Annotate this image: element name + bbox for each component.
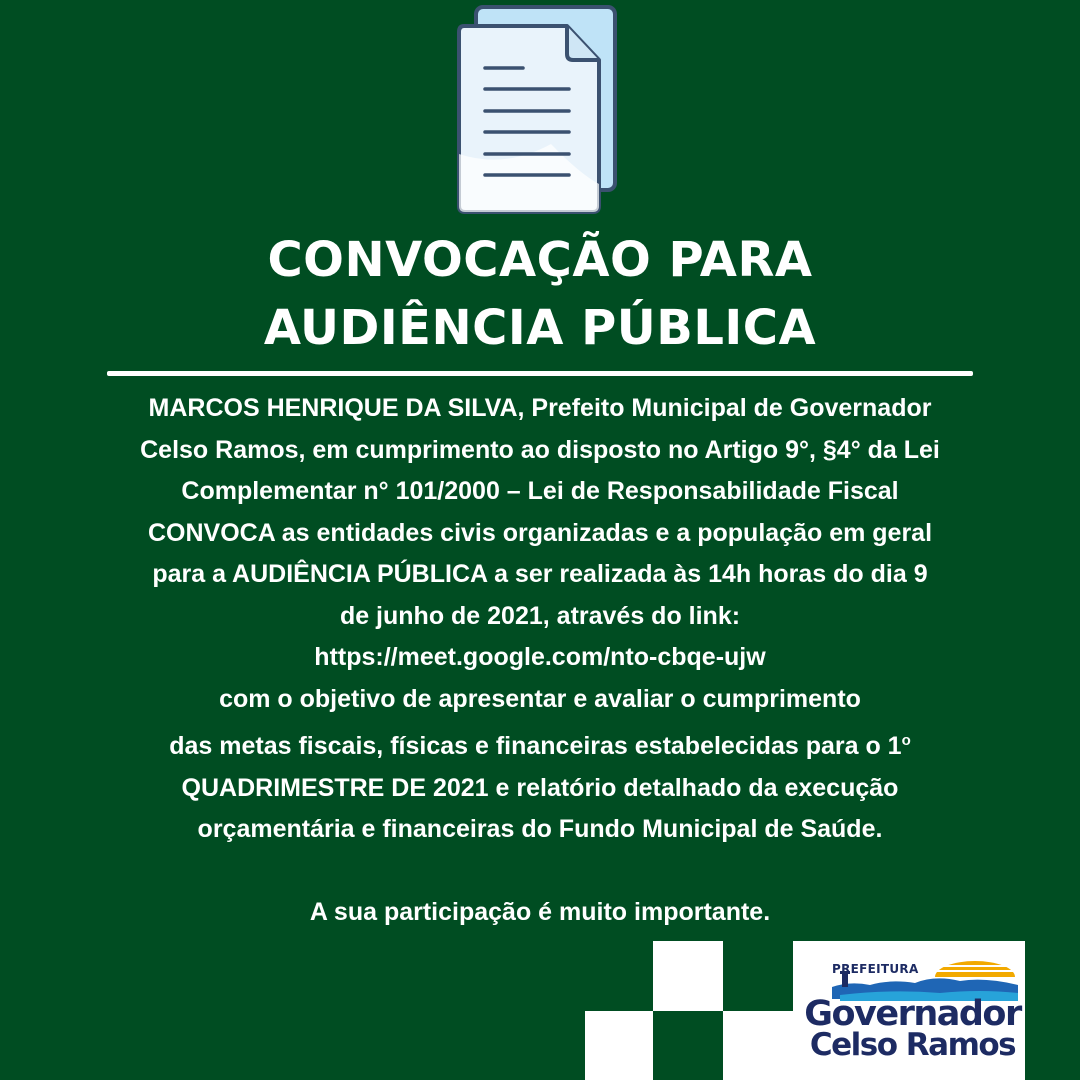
checker-square bbox=[723, 1011, 793, 1080]
body-line bbox=[20, 720, 1060, 768]
document-icon bbox=[455, 4, 620, 216]
body-line: com o objetivo de apresentar e avaliar o cumprimento bbox=[219, 684, 861, 713]
closing-message: A sua participação é muito importante. bbox=[309, 898, 771, 926]
ordinal-indicator: o bbox=[901, 732, 911, 749]
body-line: Celso Ramos, em cumprimento ao disposto no Artigo 9°, §4° da Lei bbox=[140, 435, 940, 464]
body-line: para a AUDIÊNCIA PÚBLICA a ser realizada às 14h horas do dia 9 bbox=[152, 560, 928, 588]
page-title bbox=[0, 226, 1080, 362]
body-line: orçamentária e financeiras do Fundo Municipal de Saúde. bbox=[197, 815, 883, 843]
meeting-link[interactable]: https://meet.google.com/nto-cbqe-ujw bbox=[314, 643, 766, 671]
title-line-2: AUDIÊNCIA PÚBLICA bbox=[263, 300, 817, 356]
prefeitura-logo bbox=[800, 945, 1025, 1065]
body-line: de junho de 2021, através do link: bbox=[339, 601, 741, 630]
body-line: QUADRIMESTRE DE 2021 e relatório detalhado da execução bbox=[181, 773, 899, 802]
body-line: MARCOS HENRIQUE DA SILVA, Prefeito Municipal de Governador bbox=[148, 394, 932, 422]
logo-prefeitura-label: PREFEITURA bbox=[832, 962, 919, 976]
checker-square bbox=[653, 941, 723, 1011]
body-line-text: das metas fiscais, físicas e financeiras estabelecidas para o 1 bbox=[169, 732, 902, 760]
title-line-1: CONVOCAÇÃO PARA bbox=[267, 232, 813, 288]
checker-square bbox=[585, 1011, 653, 1080]
logo-name-line-2: Celso Ramos bbox=[809, 1027, 1016, 1063]
title-divider bbox=[107, 371, 973, 376]
body-line: CONVOCA as entidades civis organizadas e a população em geral bbox=[147, 518, 933, 547]
spacer bbox=[20, 851, 1060, 893]
logo-name-line-1: Governador bbox=[804, 994, 1021, 1034]
announcement-body bbox=[20, 388, 1060, 934]
body-line: Complementar n° 101/2000 – Lei de Responsabilidade Fiscal bbox=[181, 477, 899, 505]
